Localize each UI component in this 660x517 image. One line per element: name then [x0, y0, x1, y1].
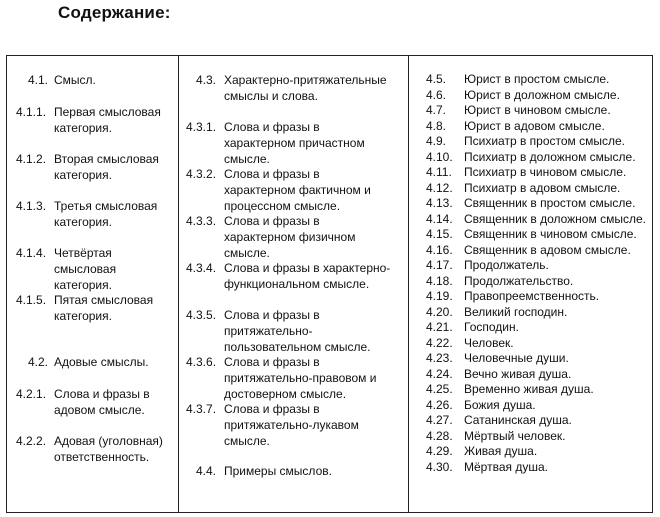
toc-entry-title: Слова и фразы в притяжательно-пользовательном смысле. — [224, 308, 371, 354]
toc-entry-title: Психиатр в доложном смысле. — [464, 149, 636, 164]
toc-entry-number: 4.29. — [426, 444, 453, 458]
toc-entry — [426, 181, 644, 197]
toc-entry-number: 4.1.3. — [16, 199, 47, 213]
toc-entry-number: 4.26. — [426, 397, 453, 412]
toc-entry — [186, 401, 394, 449]
toc-entry-title: Первая смысловая категория. — [54, 105, 161, 135]
toc-entry — [426, 351, 644, 367]
toc-entry-number: 4.13. — [426, 196, 453, 210]
toc-entry-title: Адовые смыслы. — [54, 355, 149, 369]
toc-entry-number: 4.17. — [426, 258, 453, 272]
toc-entry-title: Священник в доложном смысле. — [464, 211, 646, 226]
toc-entry-title: Продолжательство. — [464, 273, 574, 288]
toc-entry-title: Вечно живая душа. — [464, 366, 572, 381]
toc-entry-number: 4.5. — [426, 72, 447, 86]
toc-entry-number: 4.2.1. — [16, 387, 47, 401]
toc-entry-number: 4.14. — [426, 211, 453, 226]
toc-entry-title: Пятая смысловая категория. — [54, 293, 154, 323]
toc-entry-title: Примеры смыслов. — [224, 464, 332, 478]
toc-entry-title: Третья смысловая категория. — [54, 199, 158, 229]
toc-entry-number: 4.1. — [28, 73, 49, 87]
toc-entry-number: 4.6. — [426, 87, 447, 102]
toc-entry-number: 4.3.3. — [186, 214, 217, 228]
toc-entry-title: Психиатр в адовом смысле. — [464, 180, 621, 195]
toc-entry-number: 4.24. — [426, 366, 453, 381]
toc-entry-title: Смысл. — [54, 73, 96, 87]
toc-entry-title: Временно живая душа. — [464, 382, 594, 396]
toc-entry-number: 4.3.5. — [186, 308, 217, 322]
toc-entry — [16, 104, 169, 136]
toc-entry-number: 4.30. — [426, 459, 453, 474]
toc-entry-number: 4.7. — [426, 103, 447, 117]
toc-entry-title: Вторая смысловая категория. — [54, 152, 159, 182]
toc-entry-title: Психиатр в простом смысле. — [464, 134, 626, 148]
toc-entry-title: Характерно-притяжательные смыслы и слова. — [224, 73, 387, 103]
toc-entry — [196, 72, 394, 104]
toc-entry — [426, 429, 644, 445]
toc-entry — [426, 227, 644, 243]
toc-entry-title: Четвёртая смысловая категория. — [54, 246, 117, 292]
toc-entry-title: Слова и фразы в притяжательно-лукавом смысле. — [224, 402, 359, 448]
toc-entry — [426, 196, 644, 212]
column-divider — [178, 55, 179, 513]
toc-entry-number: 4.1.5. — [16, 293, 47, 307]
toc-entry — [426, 103, 644, 119]
toc-entry — [16, 245, 169, 293]
toc-entry — [426, 150, 644, 166]
toc-entry — [16, 433, 169, 465]
toc-entry — [426, 119, 644, 135]
toc-entry-number: 4.3.7. — [186, 402, 217, 416]
toc-entry — [186, 354, 394, 402]
toc-entry-number: 4.9. — [426, 134, 447, 148]
toc-entry — [426, 460, 644, 476]
toc-entry-number: 4.20. — [426, 304, 453, 319]
toc-entry-number: 4.8. — [426, 118, 447, 133]
toc-entry-title: Слова и фразы в адовом смысле. — [54, 387, 150, 417]
toc-entry-number: 4.4. — [196, 464, 217, 478]
toc-entry — [426, 72, 644, 88]
toc-entry-title: Мёртвый человек. — [464, 428, 566, 443]
toc-entry — [426, 212, 644, 228]
toc-entry-number: 4.18. — [426, 273, 453, 288]
toc-entry-title: Священник в чиновом смысле. — [464, 227, 637, 241]
toc-entry — [186, 166, 394, 214]
toc-entry-number: 4.27. — [426, 413, 453, 427]
toc-entry — [426, 258, 644, 274]
toc-entry-title: Юрист в чиновом смысле. — [464, 103, 611, 117]
toc-entry — [426, 336, 644, 352]
toc-entry-number: 4.3.1. — [186, 120, 217, 134]
toc-entry — [28, 72, 169, 88]
toc-entry-title: Великий господин. — [464, 304, 568, 319]
toc-entry-title: Слова и фразы в характерном причастном смысле. — [224, 120, 365, 166]
toc-entry-number: 4.19. — [426, 289, 453, 303]
toc-entry-title: Слова и фразы в притяжательно-правовом и достоверном смысле. — [224, 355, 377, 401]
toc-entry — [426, 305, 644, 321]
toc-entry-title: Мёртвая душа. — [464, 459, 548, 474]
toc-entry-number: 4.2.2. — [16, 434, 47, 448]
toc-entry-number: 4.3.4. — [186, 261, 217, 275]
toc-entry-number: 4.2. — [28, 355, 49, 369]
toc-entry-number: 4.1.4. — [16, 246, 47, 260]
toc-entry-number: 4.3.6. — [186, 355, 217, 369]
toc-entry-number: 4.15. — [426, 227, 453, 241]
toc-entry-number: 4.1.2. — [16, 152, 47, 166]
toc-entry-number: 4.10. — [426, 149, 453, 164]
toc-entry-number: 4.11. — [426, 165, 452, 179]
toc-entry-number: 4.3.2. — [186, 167, 217, 181]
toc-entry-title: Слова и фразы в характерном фактичном и процессном смысле. — [224, 167, 371, 213]
toc-entry — [16, 198, 169, 230]
toc-entry-title: Человечные души. — [464, 351, 569, 365]
toc-entry-title: Господин. — [464, 320, 519, 334]
column-divider — [408, 55, 409, 513]
toc-entry — [426, 88, 644, 104]
toc-entry — [16, 292, 169, 324]
toc-entry-title: Юрист в простом смысле. — [464, 72, 610, 86]
toc-entry — [16, 151, 169, 183]
toc-entry-number: 4.28. — [426, 428, 453, 443]
toc-entry — [426, 274, 644, 290]
toc-entry-number: 4.3. — [196, 73, 217, 87]
toc-entry — [426, 413, 644, 429]
toc-entry — [426, 444, 644, 460]
toc-entry-title: Сатанинская душа. — [464, 413, 572, 427]
toc-entry-title: Человек. — [464, 335, 514, 350]
toc-entry — [426, 165, 644, 181]
toc-entry — [426, 243, 644, 259]
toc-entry-title: Психиатр в чиновом смысле. — [464, 165, 627, 179]
toc-entry-title: Слова и фразы в характерном физичном смысле. — [224, 214, 356, 260]
toc-entry — [426, 289, 644, 305]
toc-entry-title: Правопреемственность. — [464, 289, 600, 303]
toc-entry-number: 4.1.1. — [16, 105, 47, 119]
toc-entry-title: Божия душа. — [464, 397, 536, 412]
toc-entry-number: 4.23. — [426, 351, 453, 365]
toc-entry — [196, 463, 394, 479]
toc-entry-title: Священник в адовом смысле. — [464, 242, 631, 257]
toc-entry-number: 4.25. — [426, 382, 453, 396]
toc-entry — [186, 119, 394, 167]
toc-entry-title: Юрист в адовом смысле. — [464, 118, 605, 133]
toc-entry-title: Слова и фразы в характерно-функциональном смысле. — [224, 261, 391, 291]
toc-entry-number: 4.16. — [426, 242, 453, 257]
page-title: Содержание: — [58, 3, 171, 22]
toc-entry — [186, 260, 394, 292]
toc-entry — [186, 307, 394, 355]
toc-entry — [28, 354, 169, 370]
toc-entry — [426, 320, 644, 336]
toc-entry — [16, 386, 169, 418]
toc-entry-title: Адовая (уголовная) ответственность. — [54, 434, 163, 464]
toc-entry-title: Живая душа. — [464, 444, 538, 458]
toc-entry-number: 4.12. — [426, 180, 453, 195]
toc-entry-title: Священник в простом смысле. — [464, 196, 636, 210]
toc-entry-title: Юрист в доложном смысле. — [464, 87, 620, 102]
toc-entry — [426, 398, 644, 414]
toc-entry-title: Продолжатель. — [464, 258, 549, 272]
toc-entry-number: 4.22. — [426, 335, 453, 350]
toc-entry — [426, 367, 644, 383]
toc-entry — [426, 382, 644, 398]
toc-entry — [426, 134, 644, 150]
toc-entry — [186, 213, 394, 261]
toc-entry-number: 4.21. — [426, 320, 453, 334]
